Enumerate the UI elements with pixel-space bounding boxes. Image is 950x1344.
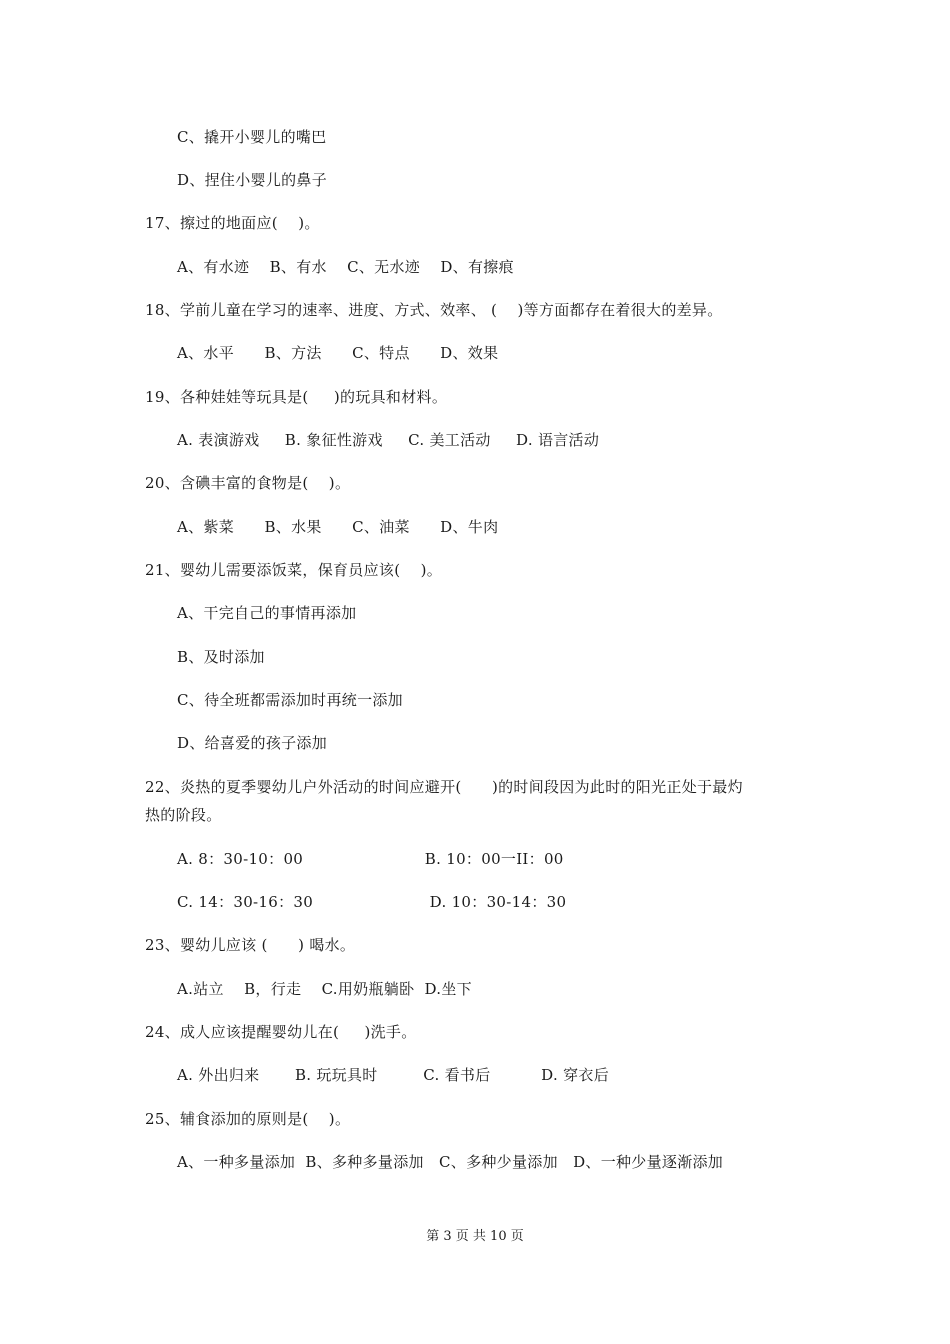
option-line: A、紫菜 B、水果 C、油菜 D、牛肉 (177, 518, 499, 536)
question-line: 22、炎热的夏季婴幼儿户外活动的时间应避开( )的时间段因为此时的阳光正处于最灼 (145, 778, 743, 796)
question-continuation: 热的阶段。 (145, 806, 222, 824)
option-line: D、捏住小婴儿的鼻子 (177, 171, 328, 189)
question-line: 18、学前儿童在学习的速率、进度、方式、效率、 ( )等方面都存在着很大的差异。 (145, 301, 723, 319)
option-line: A、一种多量添加 B、多种多量添加 C、多种少量添加 D、一种少量逐渐添加 (177, 1153, 724, 1171)
option-line: C. 14：30-16：30 D. 10：30-14：30 (177, 893, 567, 911)
option-line: C、撬开小婴儿的嘴巴 (177, 128, 327, 146)
question-line: 20、含碘丰富的食物是( )。 (145, 474, 351, 492)
option-line: A、干完自己的事情再添加 (177, 604, 357, 622)
option-line: A. 8：30-10：00 B. 10：00一II：00 (177, 850, 564, 868)
option-line: A、有水迹 B、有水 C、无水迹 D、有擦痕 (177, 258, 514, 276)
question-line: 25、辅食添加的原则是( )。 (145, 1110, 351, 1128)
option-line: A. 表演游戏 B. 象征性游戏 C. 美工活动 D. 语言活动 (177, 431, 600, 449)
question-line: 19、各种娃娃等玩具是( )的玩具和材料。 (145, 388, 448, 406)
option-line: B、及时添加 (177, 648, 265, 666)
option-line: A. 外出归来 B. 玩玩具时 C. 看书后 D. 穿衣后 (177, 1066, 610, 1084)
question-line: 24、成人应该提醒婴幼儿在( )洗手。 (145, 1023, 417, 1041)
page-footer: 第 3 页 共 10 页 (426, 1229, 524, 1244)
question-line: 17、擦过的地面应( )。 (145, 214, 320, 232)
question-line: 23、婴幼儿应该 ( ) 喝水。 (145, 936, 356, 954)
option-line: C、待全班都需添加时再统一添加 (177, 691, 403, 709)
question-line: 21、婴幼儿需要添饭菜，保育员应该( )。 (145, 561, 443, 579)
option-line: D、给喜爱的孩子添加 (177, 734, 328, 752)
option-line: A、水平 B、方法 C、特点 D、效果 (177, 344, 499, 362)
option-line: A.站立 B，行走 C.用奶瓶躺卧 D.坐下 (177, 980, 472, 998)
